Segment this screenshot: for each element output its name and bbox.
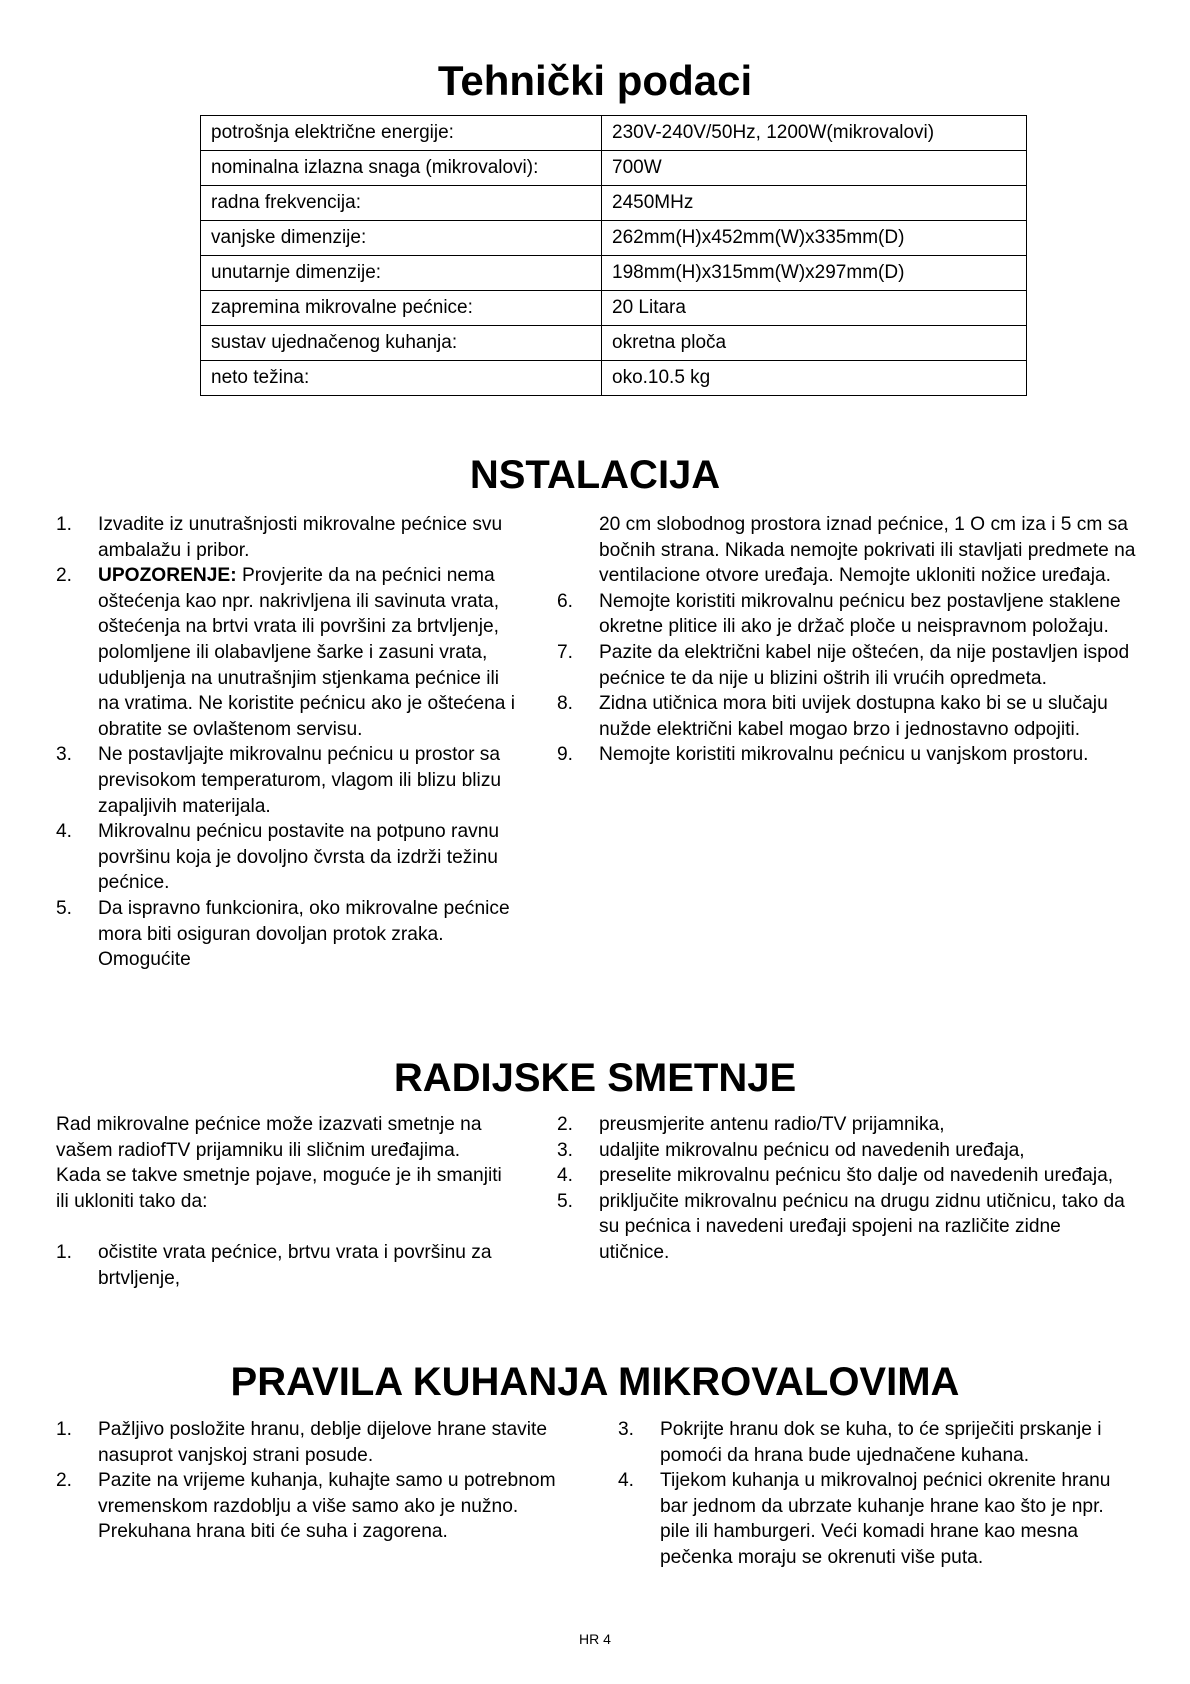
list-item — [56, 742, 516, 819]
list-number: 4. — [557, 1165, 574, 1187]
list-text: Mikrovalnu pećnicu postavite na potpuno ravnu površinu koja je dovoljno čvrsta da izdrži težinu pećnice. — [98, 821, 500, 894]
spec-value: 700W — [602, 151, 1027, 186]
list-number: 2. — [56, 1470, 73, 1492]
list-item — [56, 563, 516, 742]
list-number: 1. — [56, 1419, 73, 1440]
page-number: HR 4 — [579, 1631, 611, 1647]
list-item — [557, 589, 1137, 640]
spec-value: 2450MHz — [602, 186, 1027, 221]
list-item — [618, 1417, 1138, 1468]
list-text: očistite vrata pećnice, brtvu vrata i površinu za brtvljenje, — [98, 1241, 492, 1289]
radio-title: RADIJSKE SMETNJE — [393, 1056, 797, 1100]
list-number: 2. — [56, 565, 73, 587]
list-item — [557, 1163, 1127, 1189]
list-item — [557, 1112, 1127, 1138]
spec-row — [201, 291, 1027, 326]
spec-row — [201, 186, 1027, 221]
spec-label: vanjske dimenzije: — [201, 221, 602, 256]
spec-row — [201, 256, 1027, 291]
list-item — [557, 1189, 1127, 1266]
list-text: Da ispravno funkcionira, oko mikrovalne pećnice mora biti osiguran dovoljan protok zraka. Omogućite — [98, 897, 510, 971]
list-text: Provjerite da na pećnici nema oštećenja kao npr. nakrivljena ili savinuta vrata, oštećenja na brtvi vrata ili površini za brtvljenje, polomljene ili olabavljene šarke i zasuni vrata, udubljenja na unutrašnjim stjenkama pećnice ili na vratima. Ne koristite pećnicu ako je oštećena i obratite se ovlaštenom servisu. — [98, 565, 516, 740]
spec-value: 198mm(H)x315mm(W)x297mm(D) — [602, 256, 1027, 291]
spec-label: sustav ujednačenog kuhanja: — [201, 326, 602, 361]
list-item — [56, 1468, 576, 1545]
list-item — [56, 1240, 506, 1291]
list-number: 7. — [557, 641, 574, 663]
spec-row — [201, 151, 1027, 186]
cooking-title: PRAVILA KUHANJA MIKROVALOVIMA — [230, 1360, 960, 1404]
list-item — [56, 896, 516, 973]
list-text: Pazite na vrijeme kuhanja, kuhajte samo u potrebnom vremenskom razdoblju a više samo ako je nužno. Prekuhana hrana biti će suha i zagorena. — [98, 1470, 556, 1543]
list-number: 3. — [56, 744, 73, 766]
spec-value: 230V-240V/50Hz, 1200W(mikrovalovi) — [602, 116, 1027, 151]
list-text: Nemojte koristiti mikrovalnu pećnicu u vanjskom prostoru. — [599, 744, 1089, 766]
list-text: Pokrijte hranu dok se kuha, to će spriječiti prskanje i pomoći da hrana bude ujednačene kuhana. — [660, 1419, 1102, 1466]
list-number: 9. — [557, 744, 574, 766]
spec-label: potrošnja električne energije: — [201, 116, 602, 151]
spec-label: unutarnje dimenzije: — [201, 256, 602, 291]
radio-right-column — [557, 1112, 1127, 1266]
spec-value: okretna ploča — [602, 326, 1027, 361]
radio-left-column — [56, 1112, 506, 1291]
spec-table — [200, 115, 1027, 396]
tech-title: Tehnički podaci — [437, 57, 753, 104]
install-title: NSTALACIJA — [469, 453, 721, 497]
radio-intro: Rad mikrovalne pećnice može izazvati smetnje na vašem radiofTV prijamniku ili sličnim uređajima. Kada se takve smetnje pojave, moguće je ih smanjiti ili ukloniti tako da: — [56, 1114, 502, 1212]
list-text: Nemojte koristiti mikrovalnu pećnicu bez postavljene staklene okretne plitice ili ako je držač ploče u neispravnom položaju. — [599, 590, 1121, 638]
list-number: 8. — [557, 693, 574, 715]
list-number: 6. — [557, 590, 574, 612]
spec-value: 20 Litara — [602, 291, 1027, 326]
list-number: 1. — [56, 1241, 73, 1263]
list-item — [618, 1468, 1138, 1570]
spec-value: oko.10.5 kg — [602, 361, 1027, 396]
spec-row — [201, 221, 1027, 256]
spec-row — [201, 116, 1027, 151]
spec-value: 262mm(H)x452mm(W)x335mm(D) — [602, 221, 1027, 256]
list-number: 3. — [557, 1139, 574, 1161]
list-text: udaljite mikrovalnu pećnicu od navedenih uređaja, — [599, 1139, 1025, 1161]
cooking-left-column — [56, 1417, 576, 1545]
spec-row — [201, 326, 1027, 361]
list-item — [56, 1417, 576, 1468]
list-text: Pažljivo posložite hranu, deblje dijelove hrane stavite nasuprot vanjskoj strani posude. — [98, 1419, 548, 1466]
list-text: Pazite da električni kabel nije oštećen, da nije postavljen ispod pećnice te da nije u blizini oštrih ili vrućih opredmeta. — [599, 641, 1130, 689]
list-number: 4. — [618, 1470, 635, 1492]
install-left-column — [56, 512, 516, 973]
list-number: 2. — [557, 1114, 574, 1135]
list-item — [56, 819, 516, 896]
install-right-column — [557, 512, 1137, 768]
spec-label: zapremina mikrovalne pećnice: — [201, 291, 602, 326]
install-continuation: 20 cm slobodnog prostora iznad pećnice, 1 O cm iza i 5 cm sa bočnih strana. Nikada nemojte pokrivati ili stavljati predmete na ventilacione otvore uređaja. Nemojte ukloniti nožice uređaja. — [599, 514, 1136, 587]
list-number: 4. — [56, 821, 73, 843]
list-text: preselite mikrovalnu pećnicu što dalje od navedenih uređaja, — [599, 1165, 1114, 1187]
list-text: Izvadite iz unutrašnjosti mikrovalne pećnice svu ambalažu i pribor. — [98, 514, 503, 561]
spec-row — [201, 361, 1027, 396]
warning-label: UPOZORENJE: — [98, 565, 237, 587]
spec-label: nominalna izlazna snaga (mikrovalovi): — [201, 151, 602, 186]
list-item — [56, 512, 516, 563]
list-number: 3. — [618, 1419, 635, 1440]
cooking-right-column — [618, 1417, 1138, 1571]
list-item — [557, 742, 1137, 768]
list-number: 1. — [56, 514, 73, 535]
spec-label: neto težina: — [201, 361, 602, 396]
list-text: Zidna utičnica mora biti uvijek dostupna kako bi se u slučaju nužde električni kabel mogao brzo i jednostavno odpojiti. — [599, 693, 1108, 740]
list-item — [557, 1138, 1127, 1164]
list-item — [557, 691, 1137, 742]
list-text: priključite mikrovalnu pećnicu na drugu zidnu utičnicu, tako da su pećnica i navedeni uređaji spojeni na različite zidne utičnice. — [599, 1190, 1125, 1263]
list-text: preusmjerite antenu radio/TV prijamnika, — [599, 1114, 945, 1135]
list-number: 5. — [557, 1190, 574, 1212]
list-text: Ne postavljajte mikrovalnu pećnicu u prostor sa previsokom temperaturom, vlagom ili blizu blizu zapaljivih materijala. — [98, 744, 502, 817]
list-text: Tijekom kuhanja u mikrovalnoj pećnici okrenite hranu bar jednom da ubrzate kuhanje hrane kao što je npr. pile ili hamburgeri. Veći komadi hrane kao mesna pečenka moraju se okrenuti više puta. — [660, 1470, 1111, 1568]
list-item — [557, 640, 1137, 691]
spec-label: radna frekvencija: — [201, 186, 602, 221]
list-number: 5. — [56, 897, 73, 919]
